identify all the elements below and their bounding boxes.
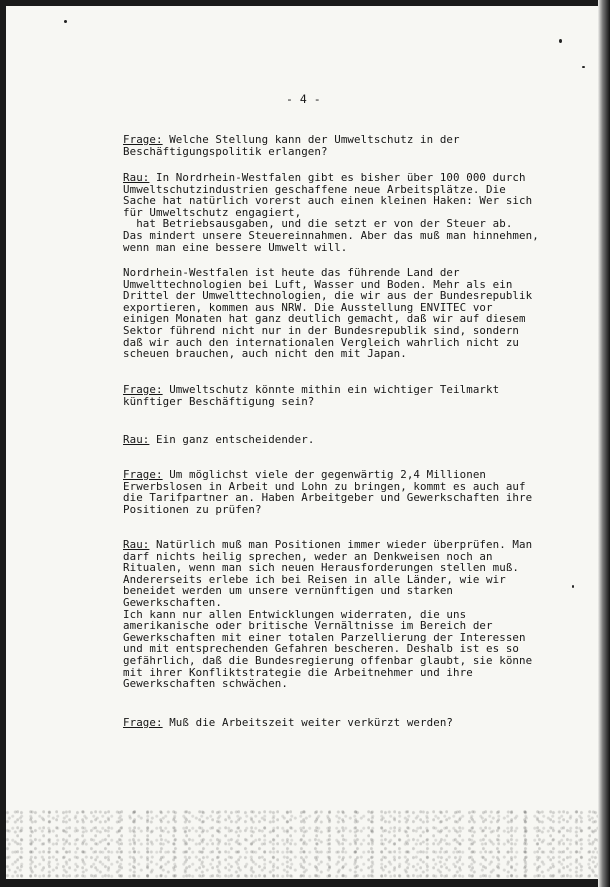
text-line: wenn man eine bessere Umwelt will. (123, 240, 348, 254)
answer-block (123, 172, 583, 253)
text-line: Gewerkschaften mit einer totalen Parzellierung der Interessen (123, 630, 526, 644)
text-line: die Tarifpartner an. Haben Arbeitgeber und Gewerkschaften ihre (123, 491, 533, 505)
speaker-label: Frage: (123, 133, 163, 146)
text-line: Ritualen, wenn man sich neuen Herausforderungen stellen muß. (123, 561, 520, 575)
text-line: daß wir auch den internationalen Vergleich wahrlich nicht zu (123, 335, 520, 349)
text-line: Umweltschutz könnte mithin ein wichtiger Teilmarkt (162, 383, 500, 396)
text-line: gefährlich, daß die Bundesregierung offenbar glaubt, sie könne (123, 653, 533, 667)
speaker-label: Rau: (123, 538, 150, 551)
text-line: hat Betriebsausgaben, und die setzt er von der Steuer ab. (123, 217, 513, 231)
question-block (123, 717, 583, 729)
speaker-label: Rau: (123, 171, 150, 184)
text-line: Umweltschutzindustrien geschaffene neue Arbeitsplätze. Die (123, 182, 506, 196)
question-block (123, 384, 583, 407)
scan-speck (582, 66, 585, 68)
text-line: Positionen zu prüfen? (123, 502, 262, 516)
text-line: künftiger Beschäftigung sein? (123, 394, 315, 408)
text-line: und mit entsprechenden Gefahren bescheren. Deshalb ist es so (123, 642, 520, 656)
scan-speck (64, 20, 67, 23)
text-line: Muß die Arbeitszeit weiter verkürzt werden? (162, 716, 454, 729)
text-line: In Nordrhein-Westfalen gibt es bisher über 100 000 durch (149, 171, 526, 184)
question-block (123, 134, 583, 157)
text-line: Nordrhein-Westfalen ist heute das führende Land der (123, 266, 460, 279)
text-line: Drittel der Umwelttechnologien, die wir aus der Bundesrepublik (123, 289, 533, 303)
text-line: Beschäftigungspolitik erlangen? (123, 144, 328, 158)
scan-edge (598, 0, 610, 887)
answer-paragraph (123, 267, 583, 360)
text-line: Erwerbslosen in Arbeit und Lohn zu bringen, kommt es auch auf (123, 479, 526, 493)
text-line: Welche Stellung kann der Umweltschutz in der (162, 133, 460, 146)
text-line: Ein ganz entscheidender. (149, 433, 315, 446)
text-line: für Umweltschutz engagiert, (123, 205, 302, 219)
document-page (6, 6, 598, 879)
text-line: Andererseits erlebe ich bei Reisen in alle Länder, wie wir (123, 572, 506, 586)
text-line: beneidet werden um unsere vernünftigen und starken (123, 584, 454, 598)
text-line: Ich kann nur allen Entwicklungen widerraten, die uns (123, 607, 467, 621)
question-block (123, 469, 583, 515)
text-line: einigen Monaten hat ganz deutlich gemacht, daß wir auf diesem (123, 312, 526, 326)
text-line: Das mindert unsere Steuereinnahmen. Aber das muß man hinnehmen, (123, 228, 539, 242)
text-line: darf nichts heilig sprechen, weder an Denkweisen noch an (123, 549, 493, 563)
text-line: Um möglichst viele der gegenwärtig 2,4 Millionen (162, 468, 487, 481)
text-line: Sache hat natürlich vorerst auch einen kleinen Haken: Wer sich (123, 194, 533, 208)
text-line: Gewerkschaften schwächen. (123, 677, 289, 691)
text-line: Gewerkschaften. (123, 595, 223, 609)
answer-block (123, 434, 583, 446)
speaker-label: Frage: (123, 383, 163, 396)
scan-speck (559, 39, 562, 43)
text-line: exportieren, kommen aus NRW. Die Ausstellung ENVITEC vor (123, 300, 493, 314)
text-line: amerikanische oder britische Vernältnisse im Bereich der (123, 619, 493, 633)
text-line: mit ihrer Konfliktstrategie die Arbeitnehmer und ihre (123, 665, 473, 679)
text-line: Sektor führend nicht nur in der Bundesrepublik sind, sondern (123, 323, 520, 337)
text-line: Umwelttechnologien bei Luft, Wasser und Boden. Mehr als ein (123, 277, 513, 291)
speaker-label: Frage: (123, 468, 163, 481)
speaker-label: Rau: (123, 433, 150, 446)
text-line: Natürlich muß man Positionen immer wieder überprüfen. Man (149, 538, 533, 551)
speaker-label: Frage: (123, 716, 163, 729)
page-number: - 4 - (286, 92, 321, 106)
scan-noise (6, 809, 598, 879)
text-line: scheuen brauchen, auch nicht den mit Japan. (123, 347, 407, 361)
answer-block (123, 539, 583, 690)
